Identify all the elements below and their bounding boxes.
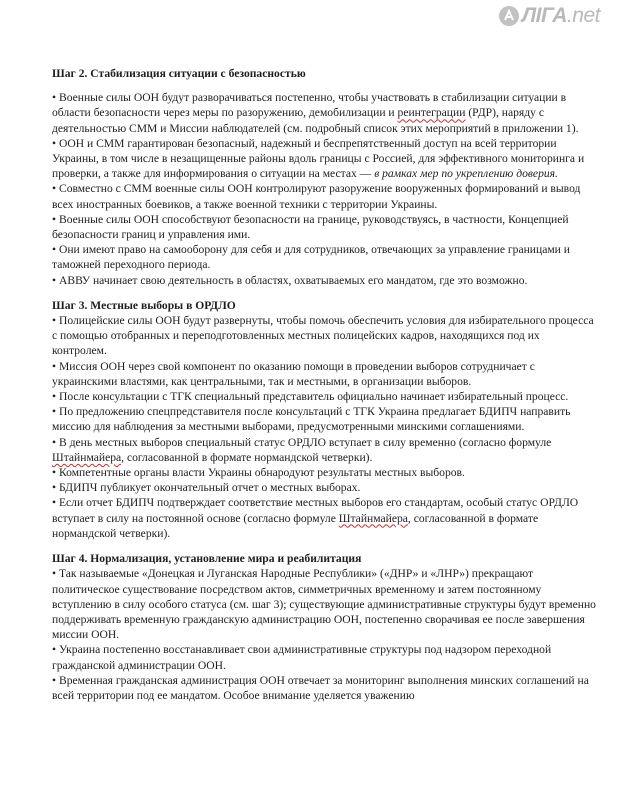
step3-bullet-7: • БДИПЧ публикует окончательный отчет о местных выборах. — [52, 481, 361, 495]
logo-wordmark: ЛIГА.net — [521, 4, 600, 27]
step3-bullet-3: • После консультации с ТГК специальный представитель официально начинает избирательный процесс. — [52, 390, 569, 404]
step2-bullet-5: • Они имеют право на самооборону для себя и для сотрудников, отвечающих за управление границами и таможней переходного периода. — [52, 243, 570, 272]
step4-bullet-1: • Так называемые «Донецкая и Луганская Народные Республики» («ДНР» и «ЛНР») прекращают политическое существование посредством актов, симметричных временному и затем постоянному вступлению в силу особого статуса (см. шаг 3); существующие административные структуры будут временно поддерживать временную гражданскую администрацию ООН, постепенно сворачивая ее после завершения миссии ООН. — [52, 567, 596, 642]
step4-heading: Шаг 4. Нормализация, установление мира и реабилитация — [52, 552, 362, 566]
step3-bullet-5: • В день местных выборов специальный статус ОРДЛО вступает в силу временно (согласно формуле Штайнмайера, согласованной в формате нормандской четверки). — [52, 435, 552, 464]
liga-logo-icon — [498, 5, 520, 27]
step3-bullet-8: • Если отчет БДИПЧ подтверждает соответствие местных выборов его стандартам, особый статус ОРДЛО вступает в силу на постоянной основе (согласно формуле Штайнмайера, согласованной в формате нормандской четверки). — [52, 496, 579, 540]
step2-bullet-4: • Военные силы ООН способствуют безопасности на границе, руководствуясь, в частности, Концепцией безопасности границ и управления ими. — [52, 212, 569, 242]
step4-bullet-2: • Украина постепенно восстанавливает свои административные структуры под надзором переходной гражданской администрации ООН. — [52, 643, 552, 672]
step3-bullet-1: • Полицейские силы ООН будут развернуты, чтобы помочь обеспечить условия для избирательного процесса с помощью отобранных и переподготовленных местных полицейских кадров, находящихся под их контролем. — [52, 314, 594, 358]
liga-net-logo — [498, 4, 600, 28]
step2-heading: Шаг 2. Стабилизация ситуации с безопасностью — [52, 67, 306, 80]
step3-bullet-6: • Компетентные органы власти Украины обнародуют результаты местных выборов. — [52, 466, 465, 480]
step3-heading: Шаг 3. Местные выборы в ОРДЛО — [52, 298, 236, 312]
step3-bullet-2: • Миссия ООН через свой компонент по оказанию помощи в проведении выборов сотрудничает с украинскими властями, как центральными, так и местными, в организации выборов. — [52, 359, 535, 388]
step2-bullet-1: • Военные силы ООН будут разворачиваться постепенно, чтобы участвовать в стабилизации ситуации в области безопасности через меры по разоружению, демобилизации и реинтеграции (РДР), наряду с деятельностью СММ и Миссии наблюдателей (см. подробный список этих мероприятий в приложении 1). — [52, 91, 579, 135]
step2-bullet-2: • ООН и СММ гарантирован безопасный, надежный и беспрепятственный доступ на всей территории Украины, в том числе в незащищенные районы вдоль границы с Россией, для эффективного мониторинга и проверки, а также для информирования о ситуации на местах — в рамках мер по укреплению доверия. — [52, 136, 585, 181]
document-body — [52, 66, 597, 703]
step3-bullet-4: • По предложению спецпредставителя после консультаций с ТГК Украина предлагает БДИПЧ направить миссию для наблюдения за местными выборами, предусмотренными минскими соглашениями. — [52, 405, 571, 434]
step4-bullet-3: • Временная гражданская администрация ООН отвечает за мониторинг выполнения минских соглашений на всей территории под ее мандатом. Особое внимание уделяется уважению — [52, 673, 589, 702]
step2-bullet-3: • Совместно с СММ военные силы ООН контролируют разоружение вооруженных формирований и вывод всех иностранных боевиков, а также военной техники с территории Украины. — [52, 182, 581, 211]
step2-bullet-6: • АВВУ начинает свою деятельность в областях, охватываемых его мандатом, где это возможно. — [52, 273, 528, 287]
